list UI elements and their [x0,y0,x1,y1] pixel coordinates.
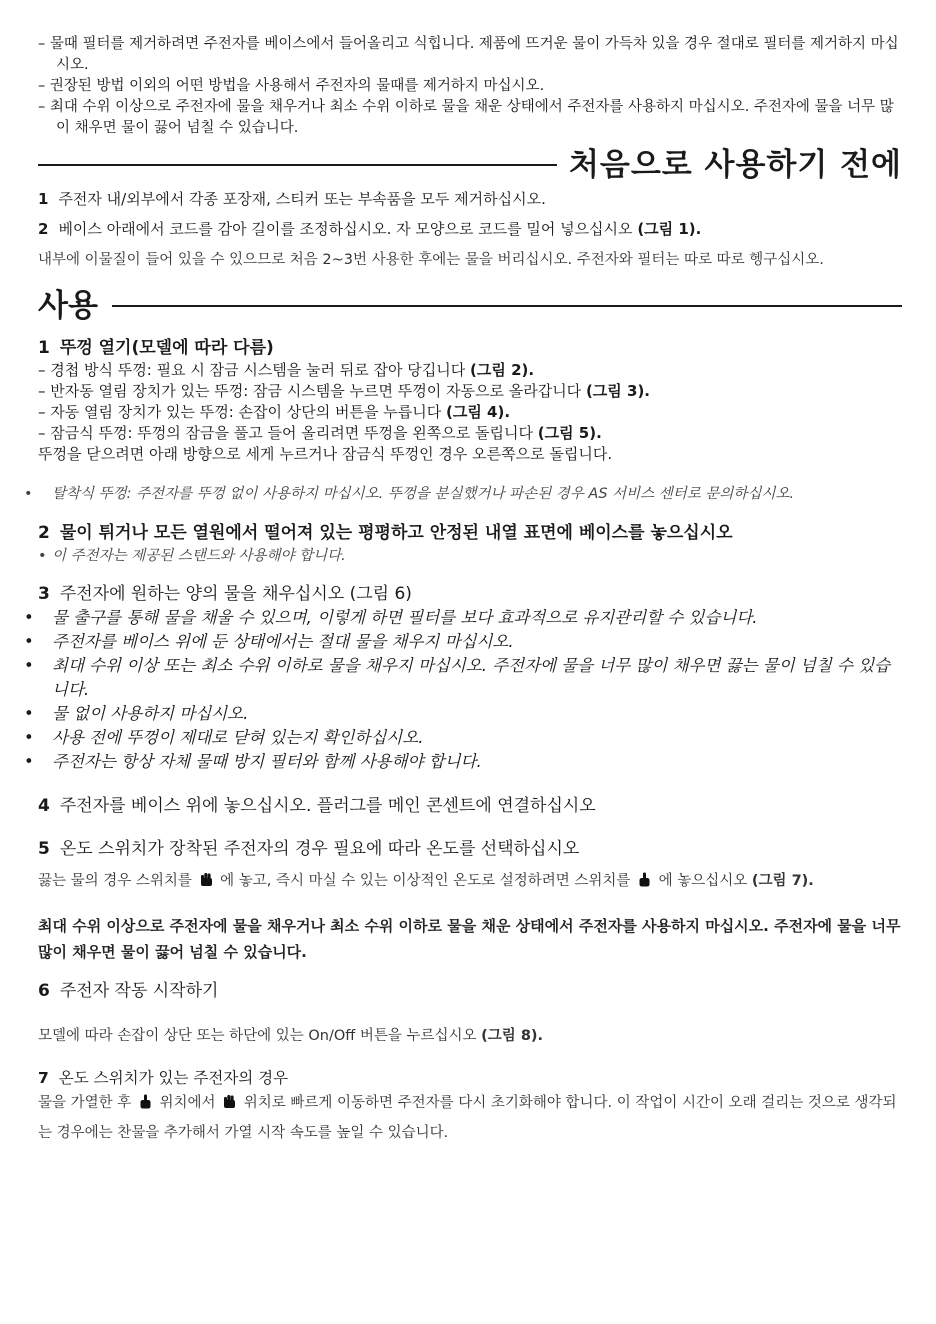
lid-item [38,423,902,444]
section-title-text: 주전자 작동 시작하기 [59,981,219,1001]
fist-icon [200,869,213,898]
section-3 [24,582,902,774]
use-heading-row [38,286,902,326]
figure-ref: (그림 2). [470,361,535,379]
section-number: 7 [38,1069,49,1087]
bullet-item: • 물 없이 사용하지 마십시오. [24,704,249,723]
step-number: 2 [38,220,49,238]
section-5-text [38,867,902,898]
lid-item-text: – 자동 열림 장치가 있는 뚜껑: 손잡이 상단의 버튼을 누릅니다 [38,403,446,421]
section-7-text-part: 물을 가열한 후 [38,1095,132,1111]
section-7 [38,1068,902,1147]
fist-icon [223,1091,236,1119]
section-4 [38,794,902,818]
hand-icon [638,869,651,898]
intro-line: – 물때 필터를 제거하려면 주전자를 베이스에서 들어올리고 식힙니다. 제품에 뜨거운 물이 가득차 있을 경우 절대로 필터를 제거하지 마십시오. [38,36,899,73]
section-4-title [38,794,902,818]
section-5-text-part: 에 놓으십시오 [658,873,752,889]
section-2-note: • 이 주전자는 제공된 스탠드와 사용해야 합니다. [38,548,346,564]
section-3-bullets [24,606,902,774]
section-6-text-part: 모델에 따라 손잡이 상단 또는 하단에 있는 On/Off 버튼을 누르십시오 [38,1028,482,1044]
section-number: 1 [38,338,50,358]
bullet-item: • 최대 수위 이상 또는 최소 수위 이하로 물을 채우지 마십시오. 주전자에 물을 너무 많이 채우면 끓는 물이 넘칠 수 있습니다. [24,656,891,699]
lid-item [38,402,902,423]
lid-item-text: – 반자동 열림 장치가 있는 뚜껑: 잠금 시스템을 누르면 뚜껑이 자동으로 올라갑니다 [38,382,586,400]
section-title-text: 주전자에 원하는 양의 물을 채우십시오 (그림 6) [59,584,412,604]
bullet-text: 물 출구를 통해 물을 채울 수 있으며, 이렇게 하면 필터를 보다 효과적으로 유지관리할 수 있습니다. [52,608,758,627]
before-use-step [38,189,902,210]
bullet-item: • 주전자를 베이스 위에 둔 상태에서는 절대 물을 채우지 마십시오. [24,632,514,651]
before-use-step [38,219,902,240]
section-6-title [38,979,902,1003]
heading-rule [38,164,557,166]
section-5 [38,837,902,965]
step-text: 주전자 내/외부에서 각종 포장재, 스티커 또는 부속품을 모두 제거하십시오. [58,190,546,208]
bullet-text: 주전자를 베이스 위에 둔 상태에서는 절대 물을 채우지 마십시오. [52,632,514,651]
section-title-text: 온도 스위치가 있는 주전자의 경우 [58,1069,289,1087]
section-number: 5 [38,839,50,859]
section-2-title [38,521,902,545]
bullet-text: 사용 전에 뚜껑이 제대로 닫혀 있는지 확인하십시오. [52,728,424,747]
section-7-title [38,1068,902,1089]
bullet-item: • 사용 전에 뚜껑이 제대로 닫혀 있는지 확인하십시오. [24,728,424,747]
bullet-item: • 주전자는 항상 자체 물때 방지 필터와 함께 사용해야 합니다. [24,752,482,771]
before-use-steps [38,189,902,240]
heading-rule [112,305,902,307]
section-5-warning: 최대 수위 이상으로 주전자에 물을 채우거나 최소 수위 이하로 물을 채운 상태에서 주전자를 사용하지 마십시오. 주전자에 물을 너무 많이 채우면 물이 끓어 넘칠 수 있습니다. [38,917,901,961]
section-5-text-part: 에 놓고, 즉시 마실 수 있는 이상적인 온도로 설정하려면 스위치를 [220,873,631,889]
bullet-text: 물 없이 사용하지 마십시오. [52,704,249,723]
before-use-title: 처음으로 사용하기 전에 [568,147,902,183]
section-6 [38,979,902,1048]
before-use-heading-row [38,145,902,185]
bullet-text: 최대 수위 이상 또는 최소 수위 이하로 물을 채우지 마십시오. 주전자에 물을 너무 많이 채우면 끓는 물이 넘칠 수 있습니다. [52,656,891,699]
figure-ref: (그림 3). [585,382,651,400]
section-number: 3 [38,584,50,604]
lid-item [38,381,902,402]
bullet-item: • 물 출구를 통해 물을 채울 수 있으며, 이렇게 하면 필터를 보다 효과적으로 유지관리할 수 있습니다. [24,608,758,627]
section-number: 4 [38,796,50,816]
section-5-text-part: 끓는 물의 경우 스위치를 [38,873,192,889]
lid-item [38,360,902,381]
section-7-text-part: 위치로 빠르게 이동하면 주전자를 다시 초기화해야 합니다. 이 작업이 시간이 오래 걸리는 것으로 생각되는 경우에는 찬물을 추가해서 가열 시작 속도를 높일 수 있습니다. [38,1095,897,1141]
section-5-title [38,837,902,861]
intro-warnings [38,34,902,139]
section-number: 6 [38,981,50,1001]
section-title-text: 물이 튀거나 모든 열원에서 떨어져 있는 평평하고 안정된 내열 표면에 베이스를 놓으십시오 [59,523,733,543]
intro-line: – 최대 수위 이상으로 주전자에 물을 채우거나 최소 수위 이하로 물을 채운 상태에서 주전자를 사용하지 마십시오. 주전자에 물을 너무 많이 채우면 물이 끓어 넘칠 수 있습니다. [38,99,894,136]
figure-ref: (그림 8). [481,1028,544,1044]
figure-ref: (그림 1). [637,220,702,238]
section-1-title [38,336,902,360]
section-2 [38,521,902,568]
section-6-text [38,1025,902,1048]
step-text: 베이스 아래에서 코드를 감아 길이를 조정하십시오. 자 모양으로 코드를 밀어 넣으십시오 [58,220,638,238]
lid-note-text: 탈착식 뚜껑: 주전자를 뚜껑 없이 사용하지 마십시오. 뚜껑을 분실했거나 파손된 경우 AS 서비스 센터로 문의하십시오. [52,486,795,502]
section-title-text: 주전자를 베이스 위에 놓으십시오. 플러그를 메인 콘센트에 연결하십시오 [59,796,596,816]
lid-item-text: – 잠금식 뚜껑: 뚜껑의 잠금을 풀고 들어 올리려면 뚜껑을 왼쪽으로 돌립니다 [38,424,538,442]
figure-ref: (그림 7). [751,873,814,889]
intro-line: – 권장된 방법 이외의 어떤 방법을 사용해서 주전자의 물때를 제거하지 마십시오. [38,78,545,94]
figure-ref: (그림 4). [446,403,511,421]
section-title-text: 뚜껑 열기(모델에 따라 다름) [59,338,274,358]
section-7-text-part: 위치에서 [159,1095,216,1111]
section-1 [24,336,902,506]
step-number: 1 [38,190,49,208]
bullet-text: 주전자는 항상 자체 물때 방지 필터와 함께 사용해야 합니다. [52,752,482,771]
lid-item-text: – 경첩 방식 뚜껑: 필요 시 잠금 시스템을 눌러 뒤로 잡아 당깁니다 [38,361,471,379]
section-number: 2 [38,523,50,543]
section-2-note-text: 이 주전자는 제공된 스탠드와 사용해야 합니다. [52,548,346,564]
manual-page [24,34,902,1147]
section-7-text [38,1089,902,1147]
before-use-note: 내부에 이물질이 들어 있을 수 있으므로 처음 2~3번 사용한 후에는 물을 버리십시오. 주전자와 필터는 따로 따로 헹구십시오. [38,252,824,268]
lid-closing: 뚜껑을 닫으려면 아래 방향으로 세게 누르거나 잠금식 뚜껑인 경우 오른쪽으로 돌립니다. [38,445,613,463]
lid-note: • 탈착식 뚜껑: 주전자를 뚜껑 없이 사용하지 마십시오. 뚜껑을 분실했거나 파손된 경우 AS 서비스 센터로 문의하십시오. [24,486,795,502]
hand-icon [139,1091,152,1119]
section-title-text: 온도 스위치가 장착된 주전자의 경우 필요에 따라 온도를 선택하십시오 [59,839,580,859]
use-title: 사용 [38,288,98,324]
figure-ref: (그림 5). [537,424,602,442]
section-3-title [38,582,902,606]
